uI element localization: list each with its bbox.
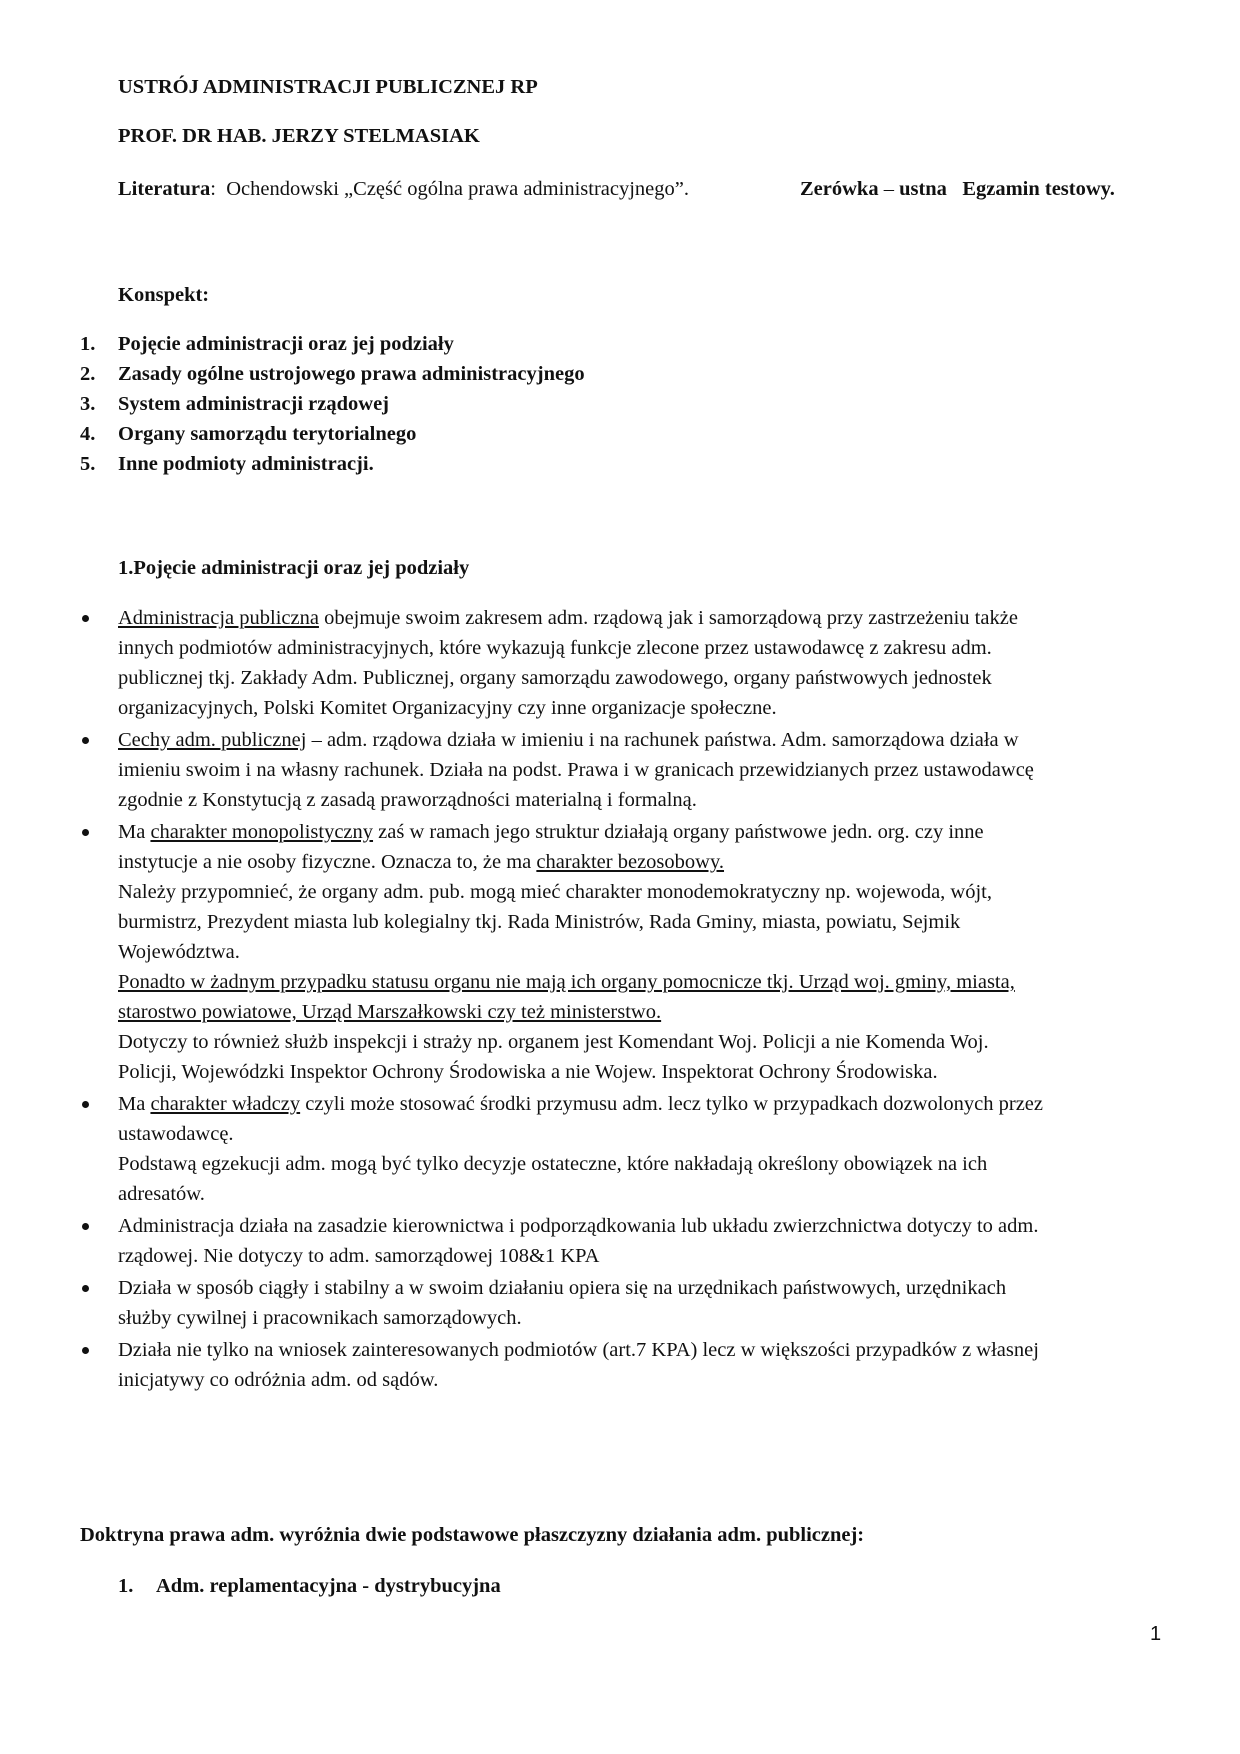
bullet-text-line: burmistrz, Prezydent miasta lub kolegialny tkj. Rada Ministrów, Rada Gminy, miasta, powiatu, Sejmik xyxy=(118,911,961,933)
bullet-text-line xyxy=(118,847,724,877)
text-span: zaś w ramach jego struktur działają organy państwowe jedn. org. czy inne xyxy=(373,821,984,843)
konspekt-num: 1. xyxy=(80,333,96,355)
text-span: – adm. rządowa działa w imieniu i na rachunek państwa. Adm. samorządowa działa w xyxy=(306,729,1019,751)
konspekt-item: Inne podmioty administracji. xyxy=(118,453,374,475)
bullet-text-line: rządowej. Nie dotyczy to adm. samorządowej 108&1 KPA xyxy=(118,1245,600,1267)
text-span: instytucje a nie osoby fizyczne. Oznacza to, że ma xyxy=(118,851,537,873)
bullet-text-line: starostwo powiatowe, Urząd Marszałkowski czy też ministerstwo. xyxy=(118,1001,662,1023)
bullet-text-line: Działa nie tylko na wniosek zainteresowanych podmiotów (art.7 KPA) lecz w większości przypadków z własnej xyxy=(118,1339,1039,1361)
bullet-text-line: innych podmiotów administracyjnych, które wykazują funkcje zlecone przez ustawodawcę z zakresu adm. xyxy=(118,637,992,659)
bullet-text-line: Administracja działa na zasadzie kierownictwa i podporządkowania lub układu zwierzchnictwa dotyczy to adm. xyxy=(118,1215,1039,1237)
konspekt-item: Organy samorządu terytorialnego xyxy=(118,423,417,445)
bullet-text-line xyxy=(118,817,984,847)
bullet-text-line: imieniu swoim i na własny rachunek. Działa na podst. Prawa i w granicach przewidzianych przez ustawodawcę xyxy=(118,759,1034,781)
bullet-text-line: adresatów. xyxy=(118,1183,205,1205)
exam-ustna: ustna xyxy=(899,178,947,200)
section-heading: 1.Pojęcie administracji oraz jej podziały xyxy=(118,557,470,579)
konspekt-heading: Konspekt: xyxy=(118,284,210,306)
konspekt-num: 4. xyxy=(80,423,96,445)
bullet-text-line: Należy przypomnieć, że organy adm. pub. mogą mieć charakter monodemokratyczny np. wojewoda, wójt, xyxy=(118,881,992,903)
bullet-text-line xyxy=(118,725,1019,755)
bullet-text-line: publicznej tkj. Zakłady Adm. Publicznej, organy samorządu zawodowego, organy państwowych jednostek xyxy=(118,667,992,689)
literature-text: Ochendowski „Część ogólna prawa administracyjnego”. xyxy=(226,178,689,200)
konspekt-num: 3. xyxy=(80,393,96,415)
bullet-text-line xyxy=(118,1089,1043,1119)
bullet-icon xyxy=(82,737,89,744)
term-cechy: Cechy adm. publicznej xyxy=(118,729,307,751)
bullet-icon xyxy=(82,1285,89,1292)
author-line: PROF. DR HAB. JERZY STELMASIAK xyxy=(118,125,480,147)
konspekt-item: Zasady ogólne ustrojowego prawa administracyjnego xyxy=(118,363,585,385)
text-span: czyli może stosować środki przymusu adm. lecz tylko w przypadkach dozwolonych przez xyxy=(300,1093,1044,1115)
konspekt-num: 2. xyxy=(80,363,96,385)
konspekt-num: 5. xyxy=(80,453,96,475)
exam-test: Egzamin testowy. xyxy=(962,178,1115,200)
text-span: obejmuje swoim zakresem adm. rządową jak i samorządową przy zastrzeżeniu także xyxy=(318,607,1018,629)
bullet-text-line xyxy=(118,603,1018,633)
bullet-text-line: służby cywilnej i pracownikach samorządowych. xyxy=(118,1307,522,1329)
text-span: Ma xyxy=(118,1093,151,1115)
bullet-icon xyxy=(82,1223,89,1230)
bullet-text-line: Policji, Wojewódzki Inspektor Ochrony Środowiska a nie Wojew. Inspektorat Ochrony Środowiska. xyxy=(118,1061,938,1083)
bullet-icon xyxy=(82,615,89,622)
page-number: 1 xyxy=(1150,1623,1162,1645)
bullet-icon xyxy=(82,1101,89,1108)
bullet-text-line: zgodnie z Konstytucją z zasadą praworządności materialną i formalną. xyxy=(118,789,697,811)
term-monopolistyczny: charakter monopolistyczny xyxy=(150,821,374,843)
exam-zerowka: Zerówka xyxy=(800,178,879,200)
document-title: USTRÓJ ADMINISTRACJI PUBLICZNEJ RP xyxy=(118,76,538,98)
literature-label: Literatura xyxy=(118,178,211,200)
term-bezosobowy: charakter bezosobowy. xyxy=(536,851,725,873)
bullet-text-line: organizacyjnych, Polski Komitet Organizacyjny czy inne organizacje społeczne. xyxy=(118,697,777,719)
bullet-icon xyxy=(82,829,89,836)
bullet-text-line: Ponadto w żadnym przypadku statusu organu nie mają ich organy pomocnicze tkj. Urząd woj. gminy, miasta, xyxy=(118,971,1015,993)
bullet-icon xyxy=(82,1347,89,1354)
literature-colon: : xyxy=(210,178,216,200)
bullet-text-line: Podstawą egzekucji adm. mogą być tylko decyzje ostateczne, które nakładają określony obowiązek na ich xyxy=(118,1153,988,1175)
konspekt-item: System administracji rządowej xyxy=(118,393,390,415)
exam-info xyxy=(800,174,1115,204)
term-administracja-publiczna: Administracja publiczna xyxy=(118,607,319,629)
bullet-text-line: Dotyczy to również służb inspekcji i straży np. organem jest Komendant Woj. Policji a nie Komenda Woj. xyxy=(118,1031,989,1053)
literature-line xyxy=(118,174,689,204)
konspekt-item: Pojęcie administracji oraz jej podziały xyxy=(118,333,454,355)
bullet-text-line: Województwa. xyxy=(118,941,240,963)
text-span: Ma xyxy=(118,821,151,843)
bullet-text-line: Działa w sposób ciągły i stabilny a w swoim działaniu opiera się na urzędnikach państwowych, urzędnikach xyxy=(118,1277,1007,1299)
exam-dash: – xyxy=(878,178,900,200)
doktryna-item: Adm. replamentacyjna - dystrybucyjna xyxy=(156,1575,501,1597)
doktryna-text: Doktryna prawa adm. wyróżnia dwie podstawowe płaszczyzny działania adm. publicznej: xyxy=(80,1524,865,1546)
bullet-text-line: inicjatywy co odróżnia adm. od sądów. xyxy=(118,1369,439,1391)
term-wladczy: charakter władczy xyxy=(150,1093,301,1115)
doktryna-num: 1. xyxy=(118,1575,134,1597)
bullet-text-line: ustawodawcę. xyxy=(118,1123,234,1145)
